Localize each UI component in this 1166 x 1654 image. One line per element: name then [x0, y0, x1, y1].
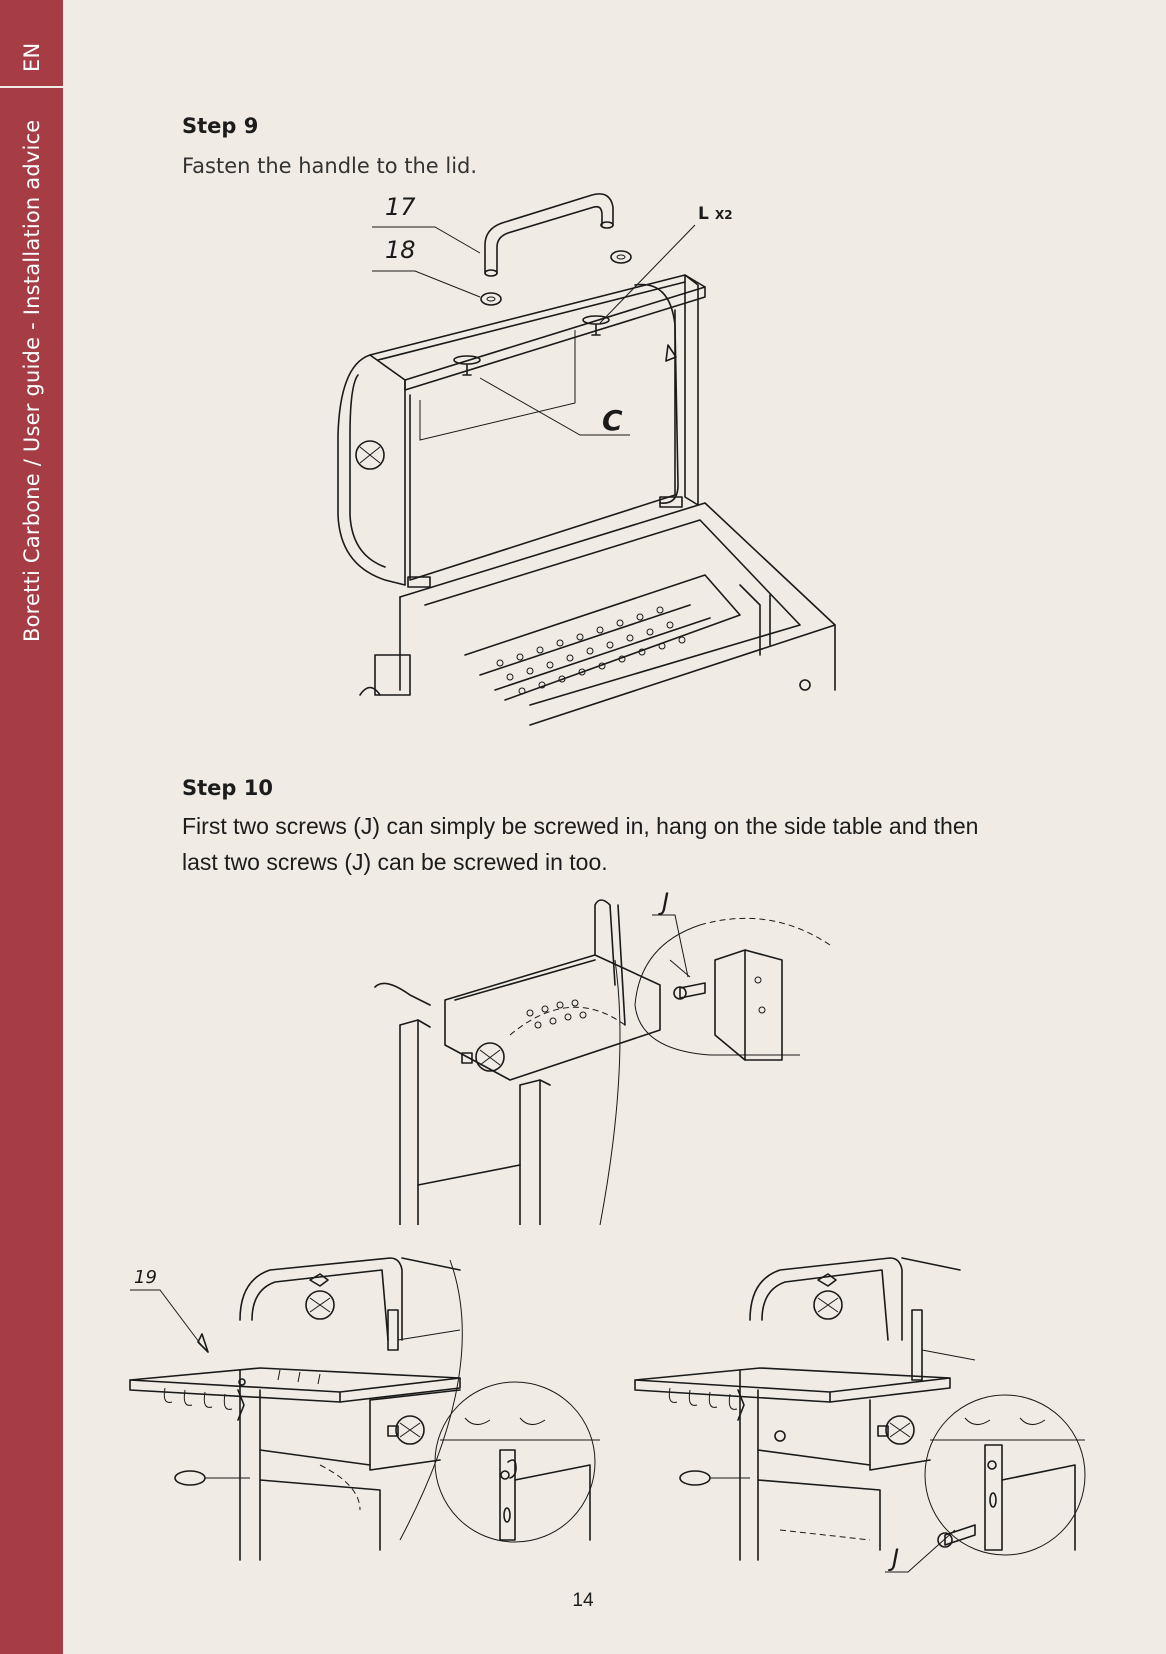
step10-description-line2: last two screws (J) can be screwed in too. — [182, 849, 608, 875]
callout-19: 19 — [134, 1267, 157, 1288]
callout-17: 17 — [385, 193, 416, 221]
step10-illustration-top — [370, 885, 850, 1225]
page-number: 14 — [572, 1590, 594, 1611]
callout-18: 18 — [385, 236, 416, 264]
sidebar-divider — [0, 86, 63, 88]
step9-description: Fasten the handle to the lid. — [182, 154, 478, 178]
step9-illustration — [330, 185, 890, 735]
document-title: Boretti Carbone / User guide - Installation advice — [20, 119, 44, 642]
sidebar — [0, 0, 63, 1654]
language-label: EN — [20, 42, 44, 72]
callout-J-top: J — [662, 888, 670, 916]
step10-description-line1: First two screws (J) can simply be screwed in, hang on the side table and then — [182, 813, 979, 839]
step10-title: Step 10 — [182, 776, 273, 800]
callout-C: C — [602, 404, 623, 437]
callout-L-qty: X2 — [715, 208, 733, 222]
step10-illustration-left — [120, 1250, 640, 1570]
callout-L: L — [698, 204, 709, 224]
step10-illustration-right — [630, 1250, 1120, 1580]
callout-J-bottom: J — [892, 1544, 900, 1572]
step9-title: Step 9 — [182, 114, 259, 138]
